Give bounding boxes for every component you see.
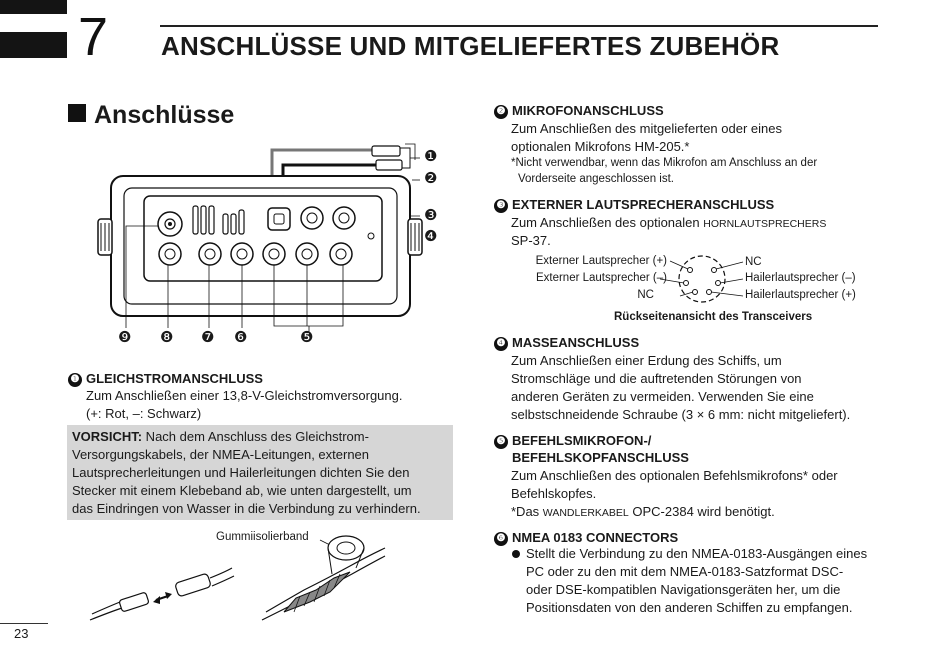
command-mic-heading (494, 433, 651, 449)
caution-box (67, 425, 453, 520)
pin-label-hailer-minus: Hailerlautsprecher (–) (745, 272, 856, 284)
tape-label: Gummiisolierband (216, 531, 309, 543)
callout-8: ❽ (160, 329, 174, 346)
caution-first-line: Nach dem Anschluss des Gleichstrom- (142, 429, 369, 444)
ground-heading (494, 335, 639, 351)
dc-heading-text: GLEICHSTROMANSCHLUSS (86, 371, 263, 386)
caution-line-4: Stecker mit einem Klebeband ab, wie unten dargestellt, um (72, 483, 412, 498)
speaker-text-2: SP-37. (511, 233, 551, 248)
dc-text-1: Zum Anschließen einer 13,8-V-Gleichstromversorgung. (86, 388, 403, 403)
command-mic-note-b: OPC-2384 wird benötigt. (628, 504, 775, 519)
callout-1: ❶ (424, 148, 438, 165)
nmea-heading-text: NMEA 0183 CONNECTORS (512, 530, 679, 545)
ground-number: ❹ (494, 337, 508, 351)
caution-line-5: das Eindringen von Wasser in die Verbindung zu verhindern. (72, 501, 421, 516)
callout-4: ❹ (424, 228, 438, 245)
ground-text-2: Stromschläge und die auftretenden Störungen von (511, 371, 802, 386)
pin-label-ext-plus: Externer Lautsprecher (+) (535, 255, 667, 267)
ground-text-1: Zum Anschließen einer Erdung des Schiffs, um (511, 353, 782, 368)
mic-heading-text: MIKROFONANSCHLUSS (512, 103, 664, 118)
rear-view-caption: Rückseitenansicht des Transceivers (614, 311, 813, 323)
callout-5: ❺ (300, 329, 314, 346)
command-mic-note-a: *Das (511, 504, 543, 519)
header-bar-bottom (0, 32, 67, 58)
pin-label-nc-right: NC (745, 256, 762, 268)
callout-2: ❷ (424, 170, 438, 187)
mic-text-2: optionalen Mikrofons HM-205.* (511, 139, 690, 154)
mic-note-1: *Nicht verwendbar, wenn das Mikrofon am Anschluss an der (511, 157, 818, 169)
dc-heading (68, 371, 263, 387)
speaker-text-1 (511, 214, 826, 233)
mic-heading (494, 103, 664, 119)
command-mic-note-smallcaps: WANDLERKABEL (542, 507, 629, 519)
nmea-text-4: Positionsdaten von den anderen Schiffen zu empfangen. (526, 600, 853, 615)
speaker-text-1-smallcaps: HORNLAUTSPRECHERS (703, 218, 827, 230)
mic-note-2: Vorderseite angeschlossen ist. (518, 173, 674, 185)
callout-7: ❼ (201, 329, 215, 346)
nmea-text-2: PC oder zu den mit dem NMEA-0183-Satzformat DSC- (526, 564, 844, 579)
caution-line-2: Versorgungskabels, der NMEA-Leitungen, externen (72, 447, 370, 462)
pin-connector-diagram (655, 252, 750, 306)
square-bullet-icon (68, 104, 86, 122)
ground-text-3: anderen Geräten zu vermeiden. Verwenden Sie eine (511, 389, 814, 404)
ground-terminal (368, 233, 374, 239)
chapter-number: 7 (78, 7, 109, 67)
header-rule (160, 25, 878, 27)
dc-text-2: (+: Rot, –: Schwarz) (86, 406, 202, 421)
ground-heading-text: MASSEANSCHLUSS (512, 335, 640, 350)
command-mic-text-2: Befehlskopfes. (511, 486, 597, 501)
nmea-heading (494, 530, 678, 546)
mic-text-1: Zum Anschließen des mitgelieferten oder eines (511, 121, 782, 136)
nmea-text-1: Stellt die Verbindung zu den NMEA-0183-Ausgängen eines (526, 546, 868, 561)
section-title-text: Anschlüsse (94, 101, 235, 129)
speaker-heading (494, 197, 774, 213)
callout-3: ❸ (424, 207, 438, 224)
caution-line-1 (72, 428, 369, 446)
command-mic-note (511, 503, 775, 522)
callout-6: ❻ (234, 329, 248, 346)
command-mic-heading-2: BEFEHLSKOPFANSCHLUSS (512, 450, 689, 465)
speaker-number: ❸ (494, 199, 508, 213)
pin-label-nc-left: NC (637, 289, 654, 301)
caution-label: VORSICHT: (72, 429, 143, 444)
nmea-text-3: oder DSE-kompatiblen Navigationsgeräten her, um die (526, 582, 841, 597)
command-mic-text-1: Zum Anschließen des optionalen Befehlsmikrofons* oder (511, 468, 838, 483)
dc-plug (372, 146, 410, 170)
tape-illustration (80, 530, 390, 622)
callout-9: ❾ (118, 329, 132, 346)
bullet-icon (512, 550, 520, 558)
command-mic-heading-text-1: BEFEHLSMIKROFON-/ (512, 433, 652, 448)
chapter-title: ANSCHLÜSSE UND MITGELIEFERTES ZUBEHÖR (161, 31, 780, 61)
caution-line-3: Lautsprecherleitungen und Hailerleitungen dichten Sie den (72, 465, 410, 480)
dc-number: ❶ (68, 373, 82, 387)
header-bar-top (0, 0, 67, 14)
speaker-heading-text: EXTERNER LAUTSPRECHERANSCHLUSS (512, 197, 775, 212)
pin-label-ext-minus: Externer Lautsprecher (–) (535, 272, 667, 284)
speaker-text-1a: Zum Anschließen des optionalen (511, 215, 704, 230)
ground-text-4: selbstschneidende Schraube (3 × 6 mm: nicht mitgeliefert). (511, 407, 851, 422)
transceiver-rear-diagram (90, 140, 450, 350)
page-number: 23 (14, 626, 29, 641)
command-mic-number: ❺ (494, 435, 508, 449)
mic-number: ❷ (494, 105, 508, 119)
pin-label-hailer-plus: Hailerlautsprecher (+) (745, 289, 856, 301)
nmea-number: ❻ (494, 532, 508, 546)
section-title (68, 101, 234, 130)
page-number-rule (0, 623, 48, 624)
